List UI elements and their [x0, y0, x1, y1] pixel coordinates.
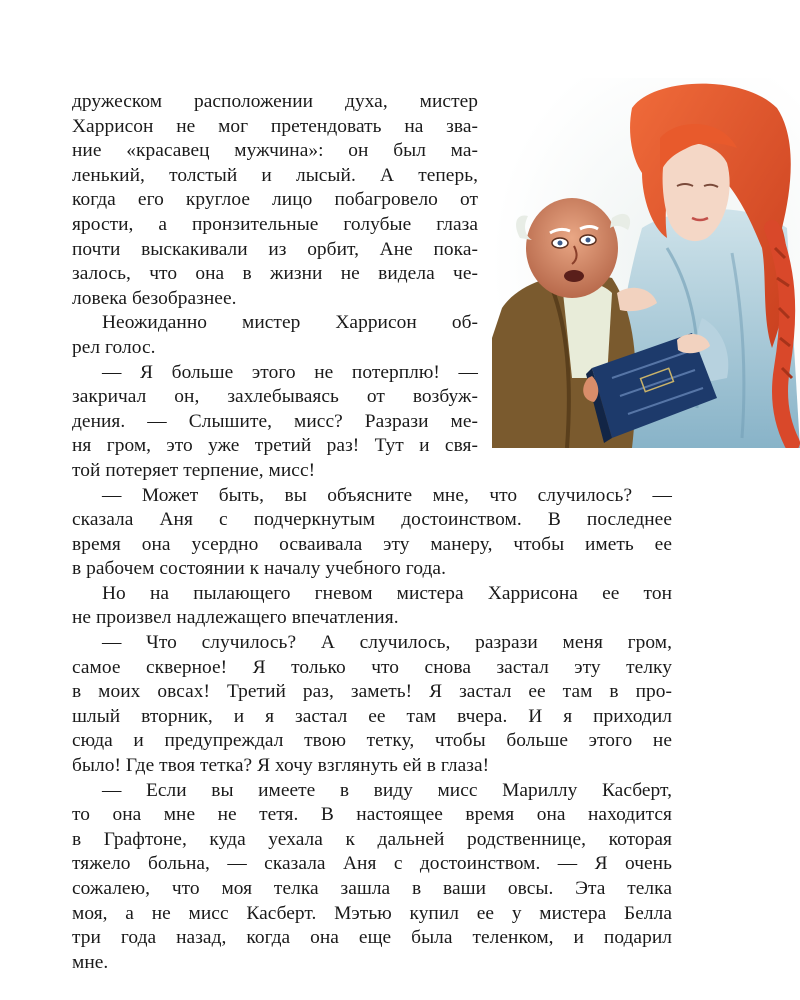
text-line: дружеском расположении духа, мистер	[72, 91, 478, 112]
text-line: не произвел надлежащего впечатления.	[72, 607, 399, 629]
text-line: шлый вторник, и я застал ее там вчера. И я приходил	[72, 705, 672, 727]
text-line: Неожиданно мистер Харрисон об-	[102, 312, 478, 334]
text-line: тяжело больна, — сказала Аня с достоинством. — Я очень	[72, 853, 672, 875]
text-line: дения. — Слышите, мисс? Разрази ме-	[72, 410, 478, 432]
text-line: время она усердно осваивала эту манеру, чтобы иметь ее	[72, 533, 672, 555]
text-line: ня гром, это уже третий раз! Тут и свя-	[72, 435, 478, 457]
text-line: сюда и предупреждал твою тетку, чтобы больше этого не	[72, 730, 672, 752]
text-line: когда его круглое лицо побагровело от	[72, 189, 478, 211]
text-line: самое скверное! Я только что снова застал эту телку	[72, 656, 672, 678]
text-line: Харрисон не мог претендовать на зва-	[72, 115, 478, 137]
text-line: той потеряет терпение, мисс!	[72, 459, 316, 481]
text-line: почти выскакивали из орбит, Ане пока-	[72, 238, 478, 260]
text-line: — Что случилось? А случилось, разрази меня гром,	[102, 632, 672, 654]
text-line: ние «красавец мужчина»: он был ма-	[72, 140, 478, 162]
text-line: залось, что она в жизни не видела че-	[72, 263, 478, 285]
text-line: ловека безобразнее.	[72, 287, 237, 309]
text-line: рел голос.	[72, 336, 156, 358]
text-line: было! Где твоя тетка? Я хочу взглянуть ей в глаза!	[72, 755, 490, 777]
text-line: в Графтоне, куда уехала к дальней родственнице, которая	[72, 828, 672, 850]
text-line: в моих овсах! Третий раз, заметь! Я застал ее там в про-	[72, 681, 672, 703]
text-column	[72, 90, 672, 975]
text-line: сожалею, что моя телка зашла в ваши овсы. Эта телка	[72, 878, 672, 899]
text-line: то она мне не тетя. В настоящее время она находится	[72, 804, 672, 826]
text-line: ярости, а пронзительные голубые глаза	[72, 213, 478, 235]
text-line: три года назад, когда она еще была теленком, и подарил	[72, 927, 672, 949]
text-line: в рабочем состоянии к началу учебного года.	[72, 558, 446, 580]
text-line: — Может быть, вы объясните мне, что случилось? —	[102, 484, 672, 506]
text-line: сказала Аня с подчеркнутым достоинством. В последнее	[72, 509, 672, 531]
text-line: закричал он, захлебываясь от возбуж-	[72, 386, 478, 408]
text-line: — Если вы имеете в виду мисс Мариллу Касберт,	[102, 779, 672, 801]
text-line: Но на пылающего гневом мистера Харрисона ее тон	[102, 582, 672, 604]
text-line: мне.	[72, 951, 109, 973]
text-line: моя, а не мисс Касберт. Мэтью купил ее у мистера Белла	[72, 902, 672, 924]
text-line: ленький, толстый и лысый. А теперь,	[72, 164, 478, 186]
text-line: — Я больше этого не потерплю! —	[102, 361, 478, 383]
